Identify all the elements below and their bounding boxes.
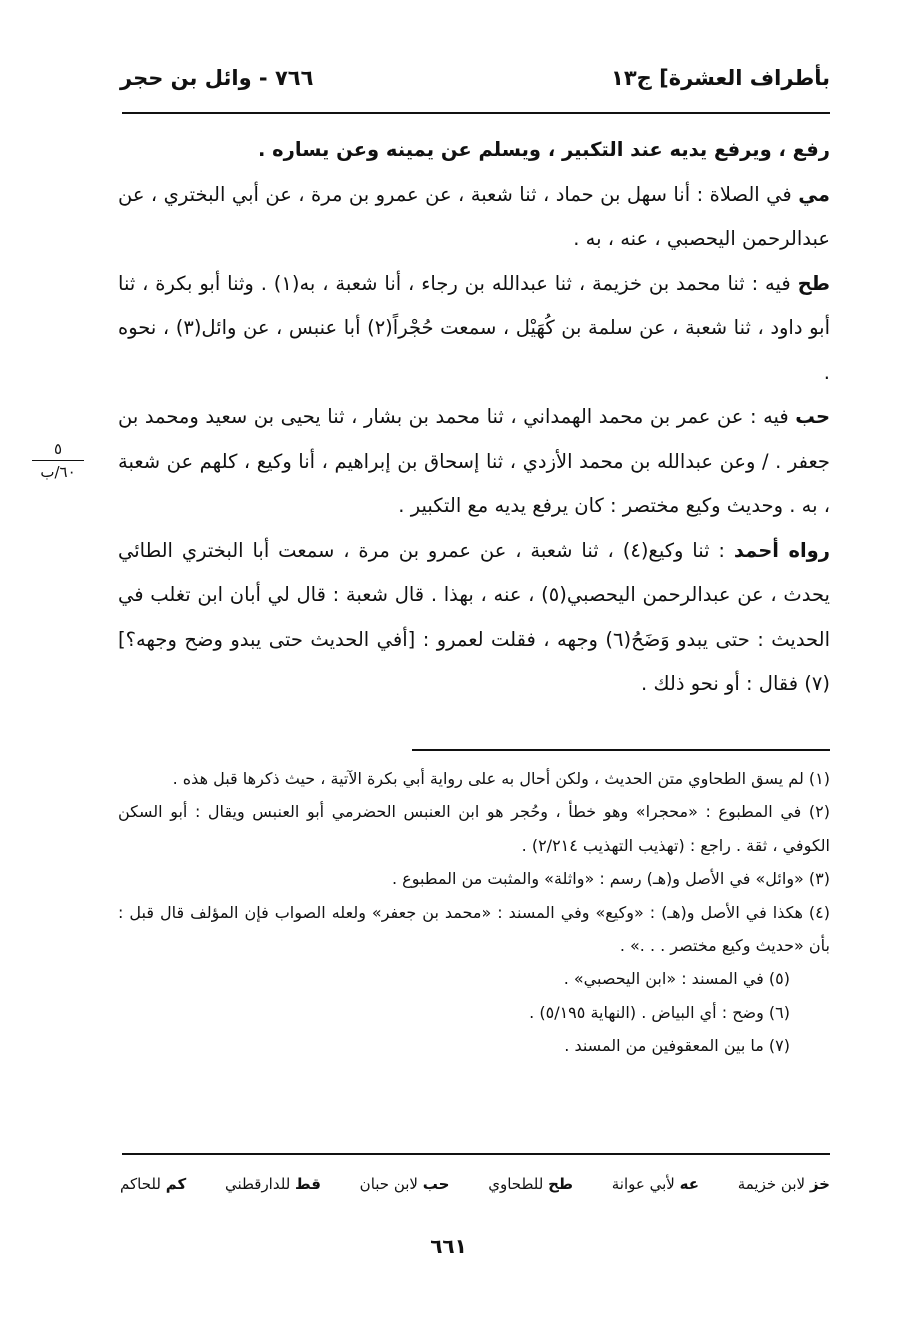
- paragraph-4: [118, 395, 830, 529]
- footnote-divider: [412, 749, 830, 751]
- page-number: ٦٦١: [430, 1234, 467, 1258]
- manuscript-folio-note: [28, 440, 88, 481]
- abbrev-name: لابن حبان: [359, 1175, 418, 1193]
- footnote-7: (٧) ما بين المعقوفين من المسند .: [564, 1036, 790, 1056]
- abbrev-item: [360, 1175, 450, 1193]
- paragraph-1-text: رفع ، ويرفع يديه عند التكبير ، ويسلم عن يمينه وعن يساره .: [257, 138, 830, 161]
- paragraph-5-text: : ثنا وكيع(٤) ، ثنا شعبة ، عن عمرو بن مرة ، سمعت أبا البختري الطائي يحدث ، عن عبدالرحمن اليحصبي(٥) ، عنه ، بهذا . قال شعبة : قال لي أبان ابن تغلب في الحديث : حتى يبدو وَضَحُ(٦) وجهه ، فقلت لعمرو : [أفي الحديث حتى يبدو وضح وجهه؟](٧) فقال : أو نحو ذلك .: [118, 538, 831, 695]
- footnote-4: (٤) هكذا في الأصل و(هـ) : «وكيع» وفي المسند : «محمد بن جعفر» ولعله الصواب فإن المؤلف قال قبل : بأن «حديث وكيع مختصر . . .» .: [118, 902, 830, 956]
- footnote-5: (٥) في المسند : «ابن اليحصبي» .: [563, 969, 790, 989]
- abbrev-code: عه: [679, 1175, 699, 1193]
- abbrev-code: حب: [422, 1175, 450, 1193]
- abbrev-name: للدارقطني: [224, 1175, 291, 1193]
- source-code-ahmad: رواه أحمد: [733, 538, 831, 562]
- abbrev-code: كم: [165, 1175, 187, 1193]
- source-code-mi: مي: [798, 182, 830, 206]
- footnote-2: (٢) في المطبوع : «محجرا» وهو خطأ ، وحُجر هو ابن العنبس الحضرمي أبو العنبس ويقال : أبو السكن الكوفي ، ثقة . راجع : (تهذيب التهذيب ٢/٢١٤) .: [118, 802, 830, 855]
- folio-note-top: ٥: [53, 440, 63, 458]
- paragraph-3: [118, 262, 830, 396]
- footnotes: [118, 762, 830, 1063]
- abbrev-item: [225, 1175, 321, 1193]
- footnote-3: (٣) «وائل» في الأصل و(هـ) رسم : «واثلة» والمثبت من المطبوع .: [391, 869, 830, 889]
- abbreviation-key: [120, 1167, 830, 1201]
- abbrev-item: [488, 1175, 573, 1193]
- abbrev-name: للحاكم: [120, 1175, 161, 1193]
- paragraph-3-text: فيه : ثنا محمد بن خزيمة ، ثنا عبدالله بن رجاء ، أنا شعبة ، به(١) . وثنا أبو بكرة ، ثنا أبو داود ، ثنا شعبة ، عن سلمة بن كُهَيْل ، سمعت حُجْراً(٢) أبا عنبس ، عن وائل(٣) ، نحوه .: [118, 271, 831, 384]
- abbrev-item: [612, 1175, 699, 1193]
- abbrev-code: خز: [809, 1175, 830, 1193]
- header-divider: [122, 112, 830, 114]
- abbrev-item: [120, 1175, 186, 1193]
- abbreviation-divider: [122, 1153, 830, 1155]
- footnote-6: (٦) وضح : أي البياض . (النهاية ٥/١٩٥) .: [529, 1002, 790, 1022]
- paragraph-4-text: فيه : عن عمر بن محمد الهمداني ، ثنا محمد بن بشار ، ثنا يحيى بن سعيد ومحمد بن جعفر . / وعن عبدالله بن محمد الأزدي ، ثنا إسحاق بن إبراهيم ، أنا وكيع ، كلهم عن شعبة ، به . وحديث وكيع مختصر : كان يرفع يديه مع التكبير .: [118, 405, 830, 517]
- main-text: [118, 128, 830, 707]
- abbrev-code: طح: [548, 1175, 574, 1193]
- abbrev-name: للطحاوي: [488, 1175, 544, 1193]
- folio-note-divider: [32, 460, 84, 461]
- footnote-1: (١) لم يسق الطحاوي متن الحديث ، ولكن أحال به على رواية أبي بكرة الآتية ، حيث ذكرها قبل هذه .: [172, 769, 830, 788]
- folio-note-bottom: ٦٠/ب: [40, 463, 76, 481]
- abbrev-name: لابن خزيمة: [737, 1175, 806, 1193]
- paragraph-5: [118, 529, 830, 707]
- running-header: [120, 58, 830, 98]
- paragraph-2-text: في الصلاة : أنا سهل بن حماد ، ثنا شعبة ، عن عمرو بن مرة ، عن أبي البختري ، عن عبدالرحمن اليحصبي ، عنه ، به .: [118, 182, 830, 250]
- paragraph-1: [118, 128, 830, 173]
- abbrev-code: قط: [295, 1175, 321, 1193]
- source-code-hib: حب: [795, 405, 830, 428]
- source-code-tah: طح: [797, 271, 830, 295]
- abbrev-item: [738, 1175, 830, 1193]
- header-book-title: بأطراف العشرة] ج١٣: [611, 66, 830, 90]
- paragraph-2: [118, 173, 830, 262]
- abbrev-name: لأبي عوانة: [611, 1175, 675, 1193]
- header-section-title: ٧٦٦ - وائل بن حجر: [120, 66, 314, 90]
